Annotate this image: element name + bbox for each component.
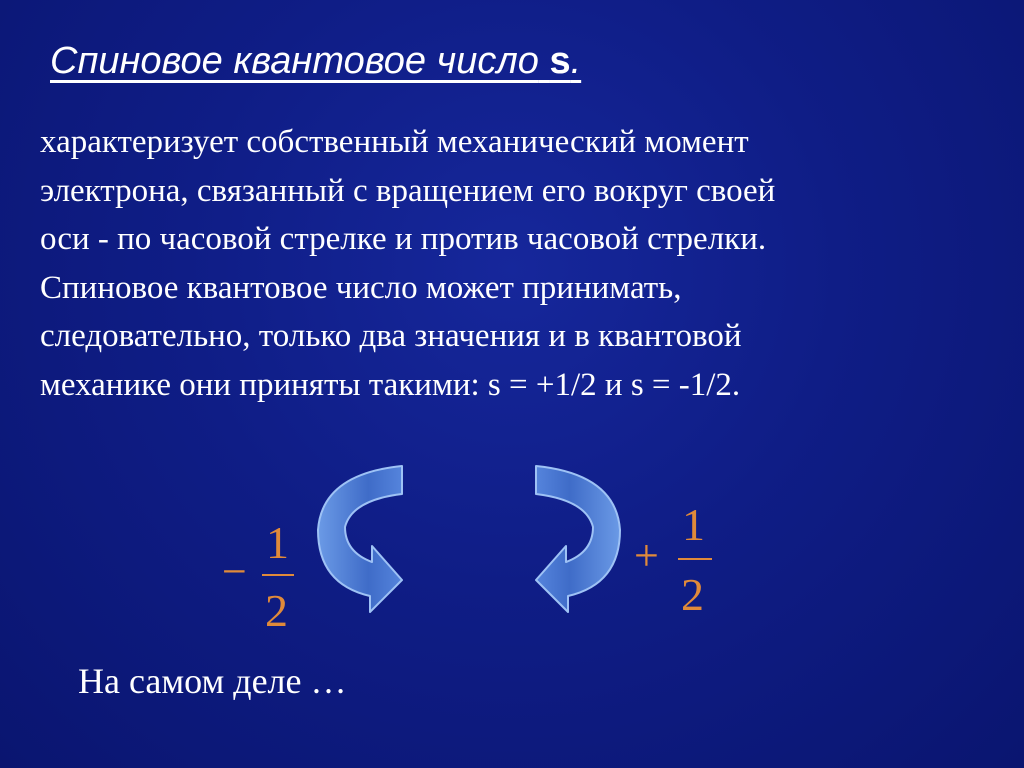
body-line: Спиновое квантовое число может принимать, [40, 269, 682, 306]
body-line: характеризует собственный механический момент [40, 124, 749, 160]
denominator: 2 [681, 569, 704, 620]
numerator: 1 [266, 517, 289, 568]
title-symbol: s [549, 40, 571, 82]
body-line: механике они приняты такими: s = +1/2 и s = -1/2. [40, 366, 741, 403]
spin-minus-half [222, 518, 302, 638]
denominator: 2 [265, 585, 288, 636]
footer-text: На самом деле … [78, 661, 347, 701]
body-line: оси - по часовой стрелке и против часовой стрелки. [40, 221, 767, 257]
title-text: Спиновое квантовое число [50, 40, 539, 82]
fraction-bar [678, 558, 712, 560]
body-line: следовательно, только два значения и в квантовой [40, 318, 742, 354]
spin-plus-half [634, 500, 724, 620]
counterclockwise-arrow-icon [536, 466, 620, 612]
fraction-bar [262, 574, 294, 576]
numerator: 1 [682, 499, 705, 550]
clockwise-arrow-icon [318, 466, 402, 612]
title-suffix: . [570, 40, 582, 82]
minus-sign: − [222, 547, 247, 596]
body-line: электрона, связанный с вращением его вокруг своей [40, 172, 776, 209]
plus-sign: + [634, 531, 659, 580]
